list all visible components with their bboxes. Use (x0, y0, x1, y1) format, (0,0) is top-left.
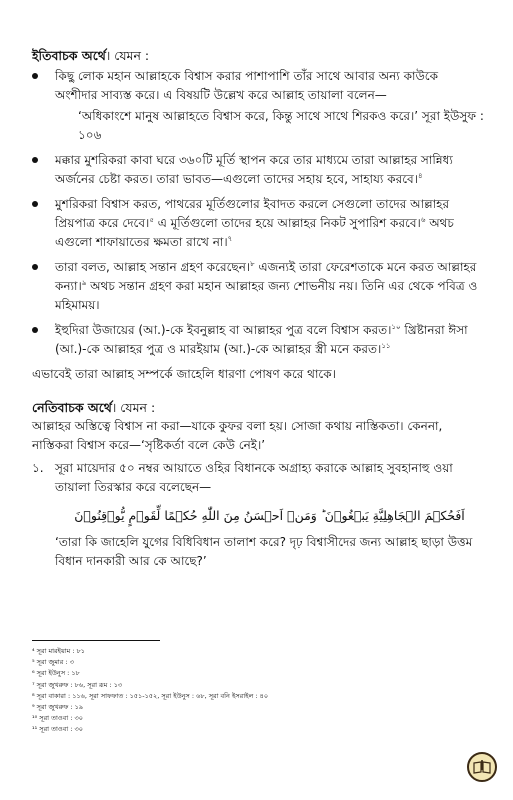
bullet-text: এজন্যই তারা ফেরেশতাকে মনে করত আল্লাহর কন্যা। (55, 260, 477, 293)
negative-heading (32, 398, 484, 417)
bullet-text: অথচ সন্তান গ্রহণ করা মহান আল্লাহর জন্য শোভনীয় নয়। তিনি এর থেকে পবিত্র ও মহিমাময়। (55, 279, 478, 312)
negative-paragraph: আল্লাহর অস্তিত্বে বিশ্বাস না করা—যাকে কুফর বলা হয়। সোজা কথায় নাস্তিকতা। কেননা, নাস্তিকরা বিশ্বাস করে—‘সৃষ্টিকর্তা বলে কেউ নেই।’ (32, 419, 443, 452)
list-item (32, 321, 484, 359)
verse-translation: ‘তারা কি জাহেলি যুগের বিধিবিধান তালাশ করে? দৃঢ় বিশ্বাসীদের জন্য আল্লাহ ছাড়া উত্তম বিধান দানকারী আর কে আছে?’ (55, 535, 473, 568)
footnote-item: ⁵ সূরা জুমার : ৩ (32, 658, 74, 667)
bullet-text: খ্রিষ্টানরা ঈসা (আ.)-কে আল্লাহর পুত্র ও মারইয়াম (আ.)-কে আল্লাহর স্ত্রী মনে করত। (55, 323, 468, 356)
book-pen-logo-icon (467, 752, 497, 782)
bullet-text: মক্কার মুশরিকরা কাবা ঘরে ৩৬০টি মূর্তি স্থাপন করে তার মাধ্যমে তারা আল্লাহর সান্নিধ্য অর্জনের চেষ্টা করত। তারা ভাবত—এগুলো তাদের সহায় হবে, সাহায্য করবে। (55, 153, 453, 186)
positive-heading-title: ইতিবাচক অর্থে (32, 48, 106, 63)
footnote-ref[interactable]: ৪ (418, 172, 423, 180)
negative-heading-title: নেতিবাচক অর্থে (32, 400, 112, 415)
bullet-text: তারা বলত, আল্লাহ সন্তান গ্রহণ করেছেন। (55, 260, 251, 274)
bullet-icon (32, 73, 38, 79)
bullet-text: অথচ এগুলো শাফায়াতের ক্ষমতা রাখে না। (55, 216, 454, 249)
footnotes (32, 646, 432, 736)
item-text: সূরা মায়েদার ৫০ নম্বর আয়াতে ওহির বিধানকে অগ্রাহ্য করাকে আল্লাহ সুবহানাহু ওয়া তায়ালা তিরস্কার করে বলেছেন— (55, 461, 453, 494)
positive-heading (32, 46, 484, 65)
positive-heading-suffix: । যেমন : (105, 48, 150, 63)
numbered-item (32, 459, 484, 571)
footnote-divider (32, 640, 160, 641)
footnote-item: ⁶ সূরা ইউনুস : ১৮ (32, 669, 80, 678)
footnote-item: ¹¹ সূরা তাওবা : ৩০ (32, 725, 83, 734)
footnote-item: ⁴ সূরা মারইয়াম : ৮১ (32, 647, 86, 655)
list-item (32, 67, 484, 145)
conclusion-text: এভাবেই তারা আল্লাহ সম্পর্কে জাহেলি ধারণা পোষণ করে থাকে। (32, 367, 336, 381)
list-item (32, 151, 484, 189)
bullet-icon (32, 264, 38, 270)
item-number: ১. (32, 461, 44, 475)
footnote-ref[interactable]: ৬ (420, 216, 426, 224)
book-icon (473, 760, 491, 774)
arabic-verse: اَفَحُكۡمَ الۡجَاهِلِيَّةِ يَبۡغُوۡنَ ؕ وَمَنۡ اَحۡسَنُ مِنَ اللّٰهِ حُكۡمًا لِّقَوۡمٍ يُّوۡقِنُوۡنَ (74, 508, 465, 523)
footnote-item: ⁸ সূরা বাকারা : ১১৬, সূরা সাফফাত : ১৫১-১৫২, সূরা ইউনুস : ৬৮, সূরা বনি ইসরাইল : ৪০ (32, 691, 269, 700)
bullet-text: এ মূর্তিগুলো তাদের হয়ে আল্লাহর নিকট সুপারিশ করবে। (153, 216, 421, 230)
footnote-ref[interactable]: ১০ (391, 323, 401, 331)
bullet-text: কিছু লোক মহান আল্লাহকে বিশ্বাস করার পাশাপাশি তাঁর সাথে আবার অন্য কাউকে অংশীদার সাব্যস্ত করে। এ বিষয়টি উল্লেখ করে আল্লাহ তায়ালা বলেন— (55, 69, 439, 102)
list-item (32, 258, 484, 315)
footnote-item: ¹⁰ সূরা তাওবা : ৩০ (32, 714, 83, 723)
footnote-ref[interactable]: ৯ (81, 279, 87, 287)
footnote-ref[interactable]: ৫ (149, 216, 154, 224)
list-item (32, 195, 484, 252)
bullet-icon (32, 327, 38, 333)
negative-heading-suffix: । যেমন : (111, 400, 156, 415)
footnote-ref[interactable]: ৮ (250, 260, 255, 268)
quote-text: ‘অধিকাংশে মানুষ আল্লাহতে বিশ্বাস করে, কিন্তু সাথে সাথে শিরকও করে।’ সূরা ইউসুফ : ১০৬ (78, 109, 484, 142)
footnote-item: ⁹ সূরা জুখরুফ : ১৯ (32, 703, 84, 712)
bullet-icon (32, 157, 38, 163)
bullet-text: মুশরিকরা বিশ্বাস করত, পাথরের মূর্তিগুলোর ইবাদত করলে সেগুলো তাদের আল্লাহর প্রিয়পাত্র করে দেবে। (55, 197, 450, 230)
footnote-ref[interactable]: ১১ (381, 342, 391, 350)
footnote-ref[interactable]: ৭ (227, 235, 233, 243)
positive-bullet-list (32, 67, 484, 359)
bullet-text: ইহুদিরা উজায়ের (আ.)-কে ইবনুল্লাহ বা আল্লাহর পুত্র বলে বিশ্বাস করত। (55, 323, 392, 337)
bullet-icon (32, 201, 38, 207)
footnote-item: ⁷ সূরা জুখরুফ : ৮৬, সূরা রূম : ১৩ (32, 680, 123, 689)
section-gap (32, 384, 484, 398)
page-content (32, 46, 484, 571)
